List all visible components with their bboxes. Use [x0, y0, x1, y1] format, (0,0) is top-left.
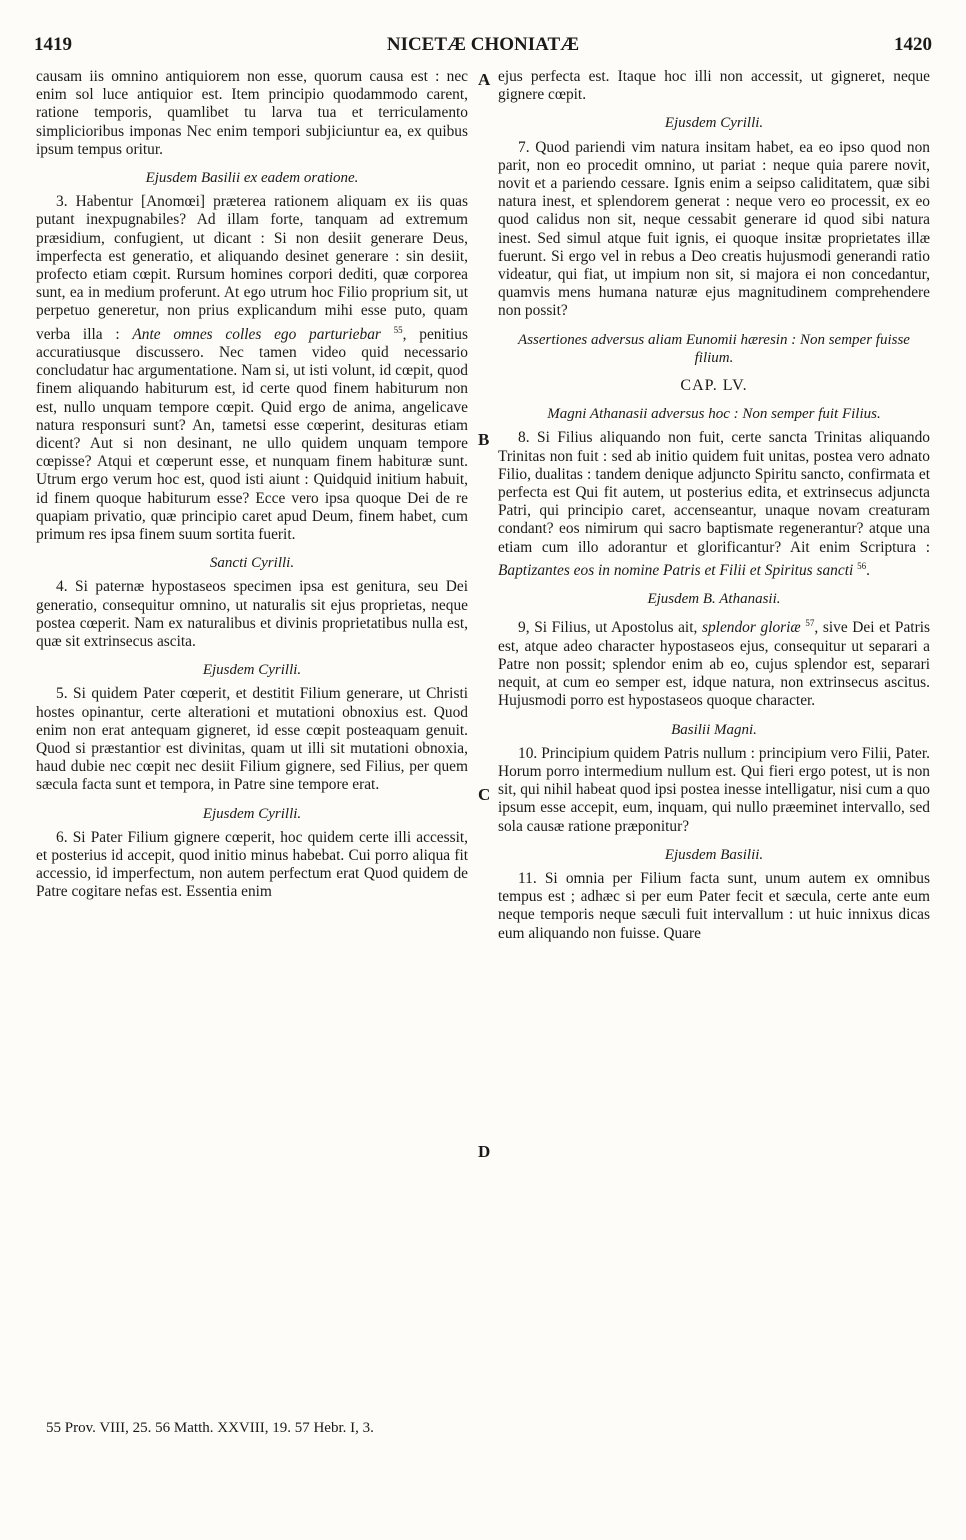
section-heading: Ejusdem Basilii ex eadem oratione.: [145, 170, 359, 187]
paragraph: 11. Si omnia per Filium facta sunt, unum autem ex omnibus tempus est ; adhæc si per eum Pater fecit et sæcula, certe ante eum neque temporis neque sæculi fuit intervallum : ut huic innixus dicas eum aliquando non fuisse. Quare: [498, 869, 930, 942]
left-page-number: 1419: [34, 34, 72, 55]
margin-marker-d: D: [478, 1142, 491, 1161]
page-header: [34, 34, 932, 60]
paragraph: 5. Si quidem Pater cœperit, et destitit Filium generare, ut Christi hostes opinantur, certe alterationi et mutationi obnoxius est. Quod enim non erat antequam gigneret, id esse cœpit posteaquam genuit. Quod si præstantior est divinitas, quam ut illi sit mutationi obnoxia, haud dubie nec cœpit nec desiit Filium gignere, sed Filius, per quem sæcula facta sunt et tempora, in Patre sine tempore erat.: [36, 685, 468, 794]
left-column: [36, 68, 468, 902]
paragraph: 3. Habentur [Anomœi] præterea rationem aliquam ex iis quas putant inexpugnabiles? Ad illam forte, tanquam ad extremum præsidium, confugient, ut dicant : Si non desiit generare Deus, imperfecta est generatio, et aliquando desinet generare : sin desiit, profecto etiam cœpit. Rursum homines corpori dediti, quæ corporea sunt, ea in medium proferunt. At ego utrum hoc Filio proprium sit, ut perpetuo generetur, non prius explicandum mihi esse puto, quam verba illa : Ante omnes colles ego parturiebar $^{55}$, penitius accuratiusque discussero. Nec tamen video quid necessario concludatur hac argumentatione. Nam si, ut isti volunt, id cœpit, quod finem aliquando habiturum est, id certe quod finem habiturum non est, nullo unquam tempore cœpit. Quid ergo de anima, angelicave natura responsuri sunt? An, tametsi esse cœperint, desituras etiam dicent? Aut si non desinant, ne ullo quidem unquam tempore cœpisse? Atqui et cœperunt esse, et nunquam finem habituræ sunt. Utrum ergo verum hoc est, quod isti aiunt : Quidquid initium habuit, id finem quoque habiturum esse? Ecce vero ipsa quoque Dei de re quapiam privatio, quæ principio caret apud Deum, finem habet, cum primum res ipsa finem suum sortita fuerit.: [36, 193, 468, 543]
paragraph: 4. Si paternæ hypostaseos specimen ipsa est genitura, seu Dei generatio, consequitur omnino, ut naturalis sit ejus proprietas, neque postea cœperit. Nam ex naturalibus et divinis proprietatibus nulla est, quæ sit extrinsecus ascita.: [36, 578, 468, 651]
section-heading: Assertiones adversus aliam Eunomii hæresin : Non semper fuisse filium.: [518, 331, 910, 366]
margin-marker-a: A: [478, 70, 491, 89]
footnotes: 55 Prov. VIII, 25. 56 Matth. XXVIII, 19. 57 Hebr. I, 3.: [46, 1420, 374, 1436]
paragraph: 10. Principium quidem Patris nullum : principium vero Filii, Pater. Horum porro intermedium nullum est. Qui fieri ergo potest, ut is non sit, qui nihil habeat quod ipsi postea inesse intelligatur, nisi cum a quo ipsum esse accepit, eum, inquam, qui nullo præeminet intervallo, sed sola causæ ratione præponitur?: [498, 744, 930, 835]
paragraph: 8. Si Filius aliquando non fuit, certe sancta Trinitas aliquando Trinitas non fuit : sed ab initio quidem fuit unitas, postea vero adnato Filio, dualitas : tandem denique adjuncto Spiritu sancto, confirmata et perfecta est Qui fit autem, ut posterius edita, et extrinsecus adjuncta Patri, qui principio caret, accenseantur, unaque novam creaturam condant? eos nimirum qui sacro baptismate regenerantur? atque una etiam cum illo adorantur et glorificantur? Ait enim Scriptura : Baptizantes eos in nomine Patris et Filii et Spiritus sancti $^{56}$.: [498, 429, 930, 579]
chapter-heading: CAP. LV.: [680, 377, 748, 395]
paragraph: 7. Quod pariendi vim natura insitam habet, ea eo ipso quod non parit, non eo procedit omnino, ut pariat : neque quia parere novit, novit et a pariendo cessare. Ignis enim a seipso caliditatem, quæ sibi natura inest, et splendorem generat : neque vero eo processit, ex eo quod calidus non sit, neque cessabit generare id quod sibi natura inest. Sed simul atque fuit ignis, ei quoque insitæ proprietates illæ fuerunt. Si ergo vel in rebus a Deo creatis hujusmodi generandi ratio videatur, qui fiat, ut impium non sit, si majora ei non concedantur, quamvis mens humana naturæ ejus magnitudinem comprehendere non possit?: [498, 138, 930, 320]
paragraph: ejus perfecta est. Itaque hoc illi non accessit, ut gigneret, neque gignere cœpit.: [498, 68, 930, 104]
paragraph: 6. Si Pater Filium gignere cœperit, hoc quidem certe illi accessit, et posterius id accepit, quod initio minus habebat. Cui porro aliqua fit accessio, id imperfectum, non autem perfectum erat Quod quidem de Patre cogitare nefas est. Essentia enim: [36, 828, 468, 901]
footnote-ref: 57: [805, 618, 815, 629]
section-heading: Ejusdem Cyrilli.: [202, 805, 302, 822]
section-heading: Sancti Cyrilli.: [209, 555, 295, 572]
section-heading: Ejusdem B. Athanasii.: [647, 591, 781, 608]
section-heading: Ejusdem Basilii.: [664, 846, 764, 863]
section-heading: Basilii Magni.: [671, 721, 757, 738]
margin-marker-c: C: [478, 785, 491, 804]
paragraph: 9, Si Filius, ut Apostolus ait, splendor gloriæ $^{57}$, sive Dei et Patris est, atque adeo character hypostaseos ejus, consequitur ut separari a Patre non possit; splendor enim ab eo, cujus splendor est, separari nequit, at cum eo semper est, idque natura, non extrinsecus ascitus. Hujusmodi porro est hypostaseos quoque character.: [498, 618, 930, 710]
section-heading: Ejusdem Cyrilli.: [202, 662, 302, 679]
section-heading: Ejusdem Cyrilli.: [664, 115, 764, 132]
footnote-ref: 56: [857, 560, 867, 571]
footnote-ref: 55: [393, 324, 403, 335]
right-column: [498, 68, 930, 943]
paragraph: causam iis omnino antiquiorem non esse, quorum causa est : nec enim sol luce antiquior est. Item principio quodammodo carent, ratione temporis, quamlibet tu larva tua et terriculamento simplicioribus imponas Nec enim tempori subjiciuntur ea, ex quibus ipsum tempus oritur.: [36, 68, 468, 158]
margin-marker-b: B: [478, 430, 490, 449]
section-heading: Magni Athanasii adversus hoc : Non semper fuit Filius.: [547, 406, 881, 423]
running-title: NICETÆ CHONIATÆ: [386, 34, 580, 55]
right-page-number: 1420: [894, 34, 932, 55]
